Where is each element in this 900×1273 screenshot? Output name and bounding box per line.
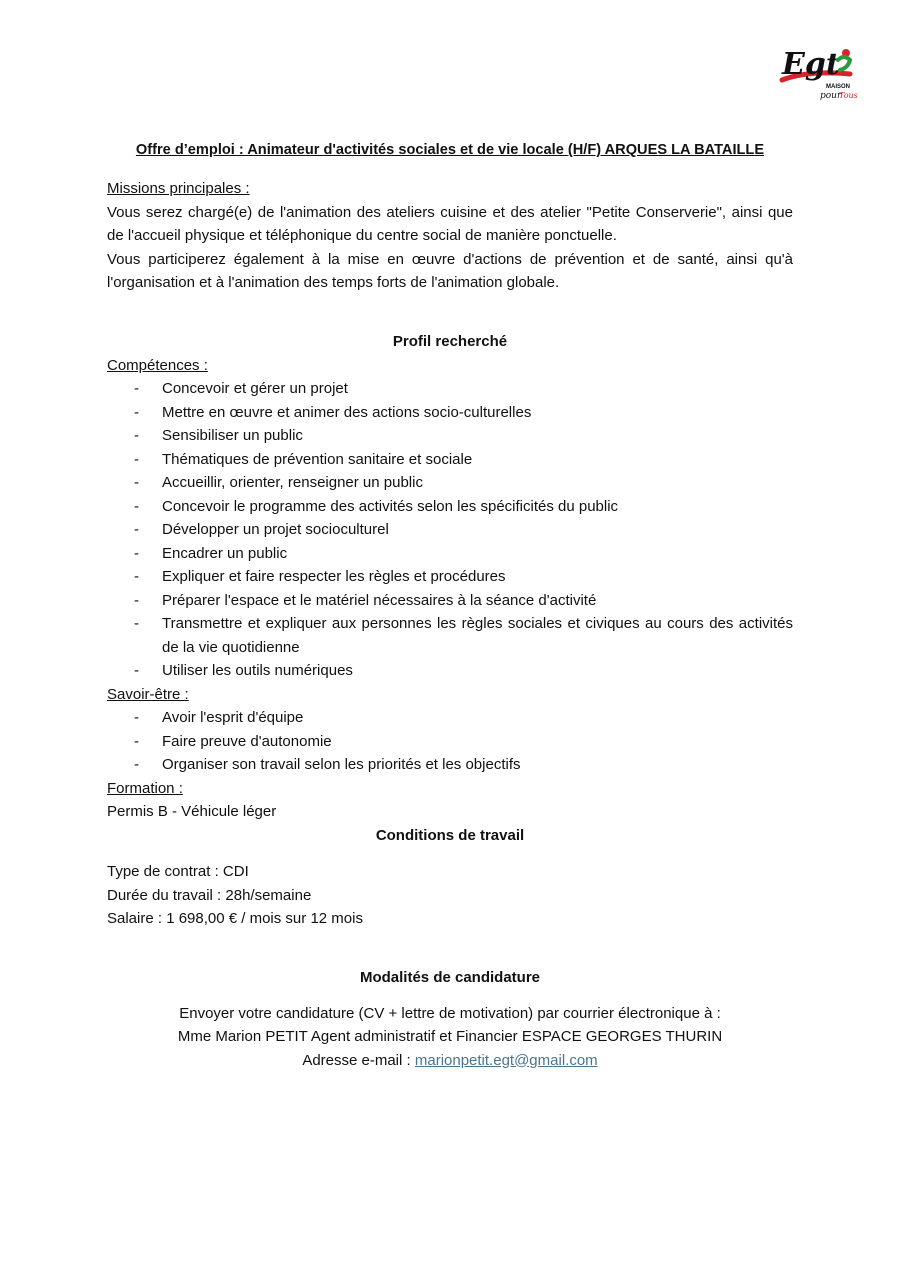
savoir-label: Savoir-être : — [107, 685, 189, 703]
logo-sub2: pour — [820, 91, 842, 101]
candidature-line-1: Envoyer votre candidature (CV + lettre de motivation) par courrier électronique à : — [179, 1004, 721, 1022]
list-item: - Organiser son travail selon les priorités et les objectifs — [107, 753, 793, 777]
competences-label: Compétences : — [107, 356, 208, 374]
conditions-section — [107, 860, 793, 931]
salaire-text: Salaire : 1 698,00 € / mois sur 12 mois — [107, 910, 363, 927]
formation-label: Formation : — [107, 779, 183, 797]
missions-paragraph-2: Vous participerez également à la mise en œuvre d'actions de prévention et de santé, ainsi qu'à l'organisation et à l'animation des temps forts de l'animation globale. — [107, 250, 793, 291]
logo-sub1: MAISON — [826, 84, 850, 90]
list-item: - Faire preuve d'autonomie — [107, 730, 793, 754]
candidature-line-2: Mme Marion PETIT Agent administratif et Financier ESPACE GEORGES THURIN — [177, 1028, 723, 1045]
logo-sub3: Tous — [839, 91, 858, 100]
list-item: - Préparer l'espace et le matériel nécessaires à la séance d'activité — [107, 589, 793, 613]
egt-logo — [778, 40, 858, 102]
email-link[interactable]: marionpetit.egt@gmail.com — [414, 1051, 598, 1069]
list-item: - Concevoir et gérer un projet — [107, 377, 793, 401]
list-item: - Avoir l'esprit d'équipe — [107, 706, 793, 730]
competences-list — [107, 377, 793, 683]
logo-text: Egt — [782, 47, 840, 82]
formation-value: Permis B - Véhicule léger — [107, 803, 277, 820]
list-item: - Accueillir, orienter, renseigner un public — [107, 471, 793, 495]
missions-paragraph-1: Vous serez chargé(e) de l'animation des ateliers cuisine et des atelier "Petite Conserverie", ainsi que de l'accueil physique et téléphonique du centre social de manière ponctuelle. — [107, 203, 793, 244]
contrat-text: Type de contrat : CDI — [107, 863, 249, 880]
list-item: - Mettre en œuvre et animer des actions socio-culturelles — [107, 401, 793, 425]
list-item: - Transmettre et expliquer aux personnes les règles sociales et civiques au cours des activités de la vie quotidienne — [107, 612, 793, 659]
missions-heading: Missions principales : — [107, 180, 250, 197]
list-item: - Expliquer et faire respecter les règles et procédures — [107, 565, 793, 589]
email-line — [107, 1049, 793, 1073]
conditions-heading: Conditions de travail — [375, 826, 525, 844]
list-item: - Thématiques de prévention sanitaire et sociale — [107, 448, 793, 472]
profil-heading: Profil recherché — [392, 333, 508, 350]
list-item: - Développer un projet socioculturel — [107, 518, 793, 542]
list-item: - Concevoir le programme des activités selon les spécificités du public — [107, 495, 793, 519]
list-item: - Sensibiliser un public — [107, 424, 793, 448]
profil-section — [107, 330, 793, 847]
list-item: - Utiliser les outils numériques — [107, 659, 793, 683]
duree-text: Durée du travail : 28h/semaine — [107, 886, 312, 904]
candidature-heading: Modalités de candidature — [359, 969, 541, 986]
savoir-list — [107, 706, 793, 777]
list-item: - Encadrer un public — [107, 542, 793, 566]
candidature-section — [107, 966, 793, 1072]
email-label: Adresse e-mail : — [302, 1051, 415, 1069]
page-title: Offre d’emploi : Animateur d'activités sociales et de vie locale (H/F) ARQUES LA BATAILLE — [135, 142, 765, 158]
missions-section — [107, 177, 793, 295]
